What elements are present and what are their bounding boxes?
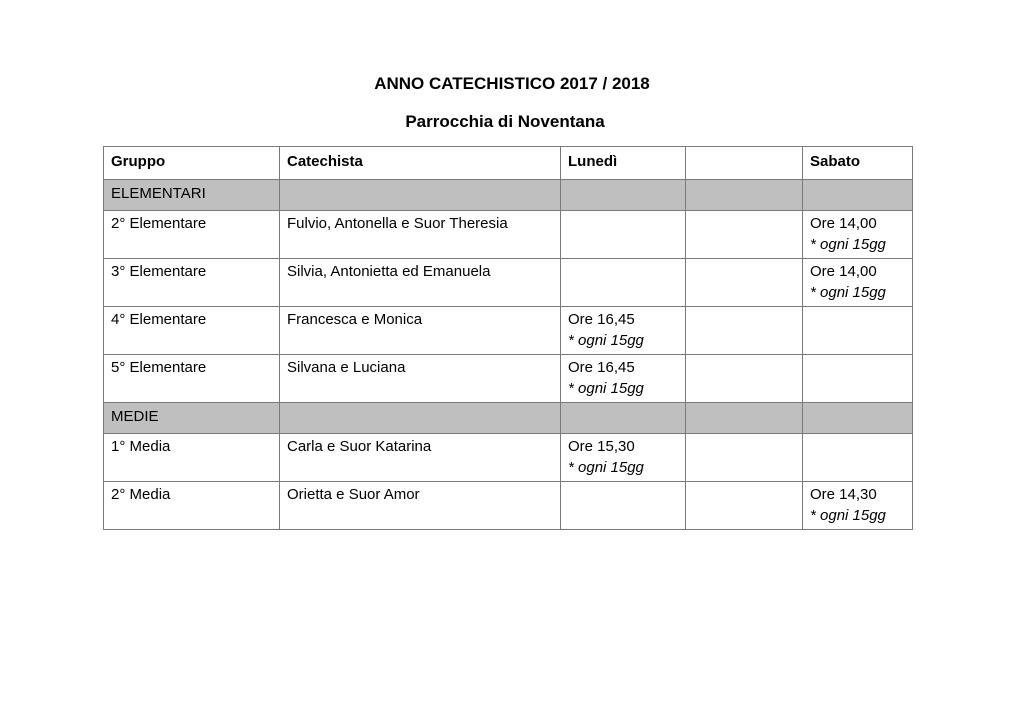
header-blank	[686, 147, 803, 180]
catechista-cell: Silvana e Luciana	[280, 355, 561, 403]
sabato-time: Ore 14,30	[810, 486, 877, 503]
header-catechista: Catechista	[280, 147, 561, 180]
section-label: ELEMENTARI	[104, 180, 280, 211]
header-lunedi: Lunedì	[561, 147, 686, 180]
lunedi-time: Ore 16,45	[568, 311, 635, 328]
lunedi-cell	[561, 259, 686, 307]
empty-cell	[686, 355, 803, 403]
empty-cell	[561, 403, 686, 434]
lunedi-time: Ore 15,30	[568, 438, 635, 455]
gruppo-cell: 4° Elementare	[104, 307, 280, 355]
sabato-cell	[803, 259, 913, 307]
sabato-cell	[803, 307, 913, 355]
lunedi-note: * ogni 15gg	[568, 459, 644, 476]
section-label: MEDIE	[104, 403, 280, 434]
empty-cell	[803, 180, 913, 211]
table-row	[104, 355, 913, 403]
sabato-time: Ore 14,00	[810, 263, 877, 280]
catechista-cell: Silvia, Antonietta ed Emanuela	[280, 259, 561, 307]
header-gruppo: Gruppo	[104, 147, 280, 180]
lunedi-note: * ogni 15gg	[568, 380, 644, 397]
table-row	[104, 259, 913, 307]
lunedi-cell	[561, 482, 686, 530]
header-sabato: Sabato	[803, 147, 913, 180]
lunedi-cell	[561, 211, 686, 259]
empty-cell	[686, 180, 803, 211]
section-row-elementari	[104, 180, 913, 211]
empty-cell	[686, 307, 803, 355]
gruppo-cell: 3° Elementare	[104, 259, 280, 307]
lunedi-time: Ore 16,45	[568, 359, 635, 376]
empty-cell	[686, 403, 803, 434]
catechista-cell: Francesca e Monica	[280, 307, 561, 355]
sabato-cell	[803, 355, 913, 403]
sabato-cell	[803, 211, 913, 259]
table-row	[104, 307, 913, 355]
lunedi-note: * ogni 15gg	[568, 332, 644, 349]
sabato-note: * ogni 15gg	[810, 507, 886, 524]
catechista-cell: Fulvio, Antonella e Suor Theresia	[280, 211, 561, 259]
empty-cell	[280, 403, 561, 434]
lunedi-cell	[561, 307, 686, 355]
gruppo-cell: 1° Media	[104, 434, 280, 482]
empty-cell	[803, 403, 913, 434]
empty-cell	[561, 180, 686, 211]
sabato-note: * ogni 15gg	[810, 236, 886, 253]
schedule-table	[103, 146, 913, 530]
sabato-time: Ore 14,00	[810, 215, 877, 232]
table-row	[104, 434, 913, 482]
sabato-cell	[803, 434, 913, 482]
header-row	[104, 147, 913, 180]
page-subtitle: Parrocchia di Noventana	[405, 112, 605, 131]
section-row-medie	[104, 403, 913, 434]
gruppo-cell: 2° Elementare	[104, 211, 280, 259]
empty-cell	[686, 482, 803, 530]
lunedi-cell	[561, 355, 686, 403]
table-row	[104, 211, 913, 259]
empty-cell	[280, 180, 561, 211]
empty-cell	[686, 434, 803, 482]
empty-cell	[686, 211, 803, 259]
page-title: ANNO CATECHISTICO 2017 / 2018	[374, 74, 650, 93]
catechista-cell: Orietta e Suor Amor	[280, 482, 561, 530]
gruppo-cell: 2° Media	[104, 482, 280, 530]
sabato-note: * ogni 15gg	[810, 284, 886, 301]
gruppo-cell: 5° Elementare	[104, 355, 280, 403]
catechista-cell: Carla e Suor Katarina	[280, 434, 561, 482]
empty-cell	[686, 259, 803, 307]
table-row	[104, 482, 913, 530]
lunedi-cell	[561, 434, 686, 482]
sabato-cell	[803, 482, 913, 530]
